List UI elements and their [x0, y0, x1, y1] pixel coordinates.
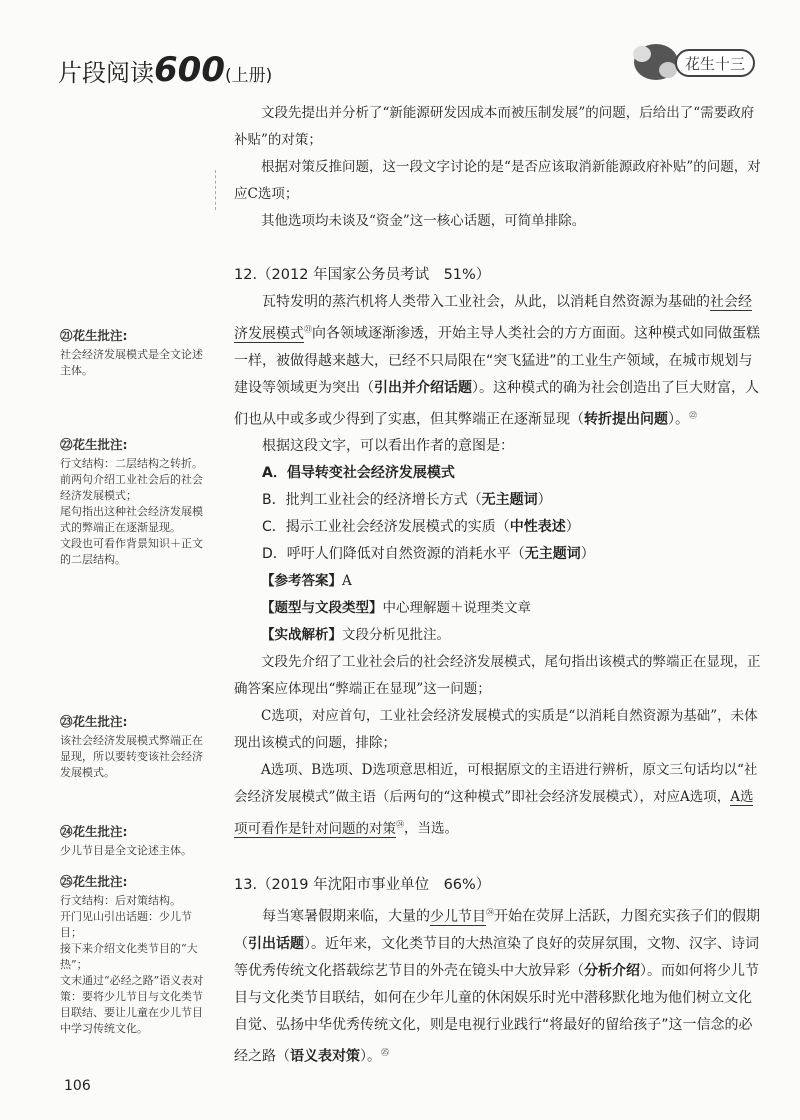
- option-c: C．揭示工业社会经济发展模式的实质（中性表述）: [262, 519, 580, 536]
- book-title: 片段阅读600(上册): [58, 50, 273, 90]
- question-12-stem: 根据这段文字，可以看出作者的意图是：: [262, 438, 514, 455]
- option-b: B．批判工业社会的经济增长方式（无主题词）: [262, 492, 552, 509]
- sidebar-divider: [215, 170, 216, 210]
- side-note-22: ㉒花生批注: 行文结构：二层结构之转折。 前两句介绍工业社会后的社会经济发展模式； 尾句指出这种社会经济发展模式的弊端正在逐渐显现。 文段也可看作背景知识＋正文的二层结构。: [60, 437, 203, 566]
- question-13: [234, 872, 762, 1070]
- question-type: 【题型与文段类型】中心理解题＋说理类文章: [261, 600, 531, 617]
- side-note-24: ㉔花生批注: 少儿节目是全文论述主体。: [60, 824, 192, 857]
- question-13-header: 13.（2019 年沈阳市事业单位 66%）: [234, 877, 491, 893]
- question-12-passage: 瓦特发明的蒸汽机将人类带入工业社会，从此，以消耗自然资源为基础的社会经济发展模式$^㉑$向各领域逐渐渗透，开始主导人类社会的方方面面。这种模式如同做蛋糕一样，被做得越来越大，已经不只局限在“突飞猛进”的工业生产领域，在城市规划与建设等领域更为突出（引出并介绍话题）。这种模式的确为社会创造出了巨大财富，人们也从中或多或少得到了实惠，但其弊端正在逐渐显现（转折提出问题）。$^㉒$: [234, 294, 760, 428]
- peanut-logo: [628, 40, 758, 84]
- option-a: A．倡导转变社会经济发展模式: [262, 465, 455, 482]
- side-note-21: ㉑花生批注: 社会经济发展模式是全文论述主体。: [60, 328, 203, 377]
- page-number: 106: [64, 1078, 91, 1094]
- side-note-25: ㉕花生批注: 行文结构：后对策结构。 开门见山引出话题：少儿节目； 接下来介绍文化类节目的“大热”； 文末通过“必经之路”语义表对策：要将少儿节目与文化类节目联结、要让儿童在少儿节目中学习传统文化。: [60, 874, 204, 1035]
- question-13-passage: 每当寒暑假期来临，大量的少儿节目$^㉔$开始在荧屏上活跃，力图充实孩子们的假期（引出话题）。近年来，文化类节目的大热渲染了良好的荧屏氛围，文物、汉字、诗词等优秀传统文化搭载综艺节目的外壳在镜头中大放异彩（分析介绍）。而如何将少儿节目与文化类节目联结，如何在少年儿童的休闲娱乐时光中潜移默化地为他们树立文化自觉、弘扬中华优秀传统文化，则是电视行业践行“将最好的留给孩子”这一信念的必经之路（语义表对策）。$^㉕$: [234, 908, 760, 1065]
- question-12: 12.（2012 年国家公务员考试 51%） 瓦特发明的蒸汽机将人类带入工业社会，从此，以消耗自然资源为基础的社会经济发展模式$^㉑$向各领域逐渐渗透，开始主导人类社会的方方面面。这种模式如同做蛋糕一样，被做得越来越大，已经不只局限在“突飞猛进”的工业生产领域，在城市规划与建设等领域更为突出（引出并介绍话题）。这种模式的确为社会创造出了巨大财富，人们也从中或多或少得到了实惠，但其弊端正在逐渐显现（转折提出问题）。$^㉒$ 根据这段文字，可以看出作者的意图是： A．倡导转变社会经济发展模式 B．批判工业社会的经济增长方式（无主题词） C．揭示工业社会经济发展模式的实质（中性表述） D．呼吁人们降低对自然资源的消耗水平（无主题词） 【参考答案】A 【题型与文段类型】中心理解题＋说理类文章 【实战解析】文段分析见批注。 文段先介绍了工业社会后的社会经济发展模式，尾句指出该模式的弊端正在显现，正确答案应体现出“弊端正在显现”这一问题； C选项，对应首句，工业社会经济发展模式的实质是“以消耗自然资源为基础”，未体现出该模式的问题，排除； A选项、B选项、D选项意思相近，可根据原文的主语进行辨析，原文三句话均以“社会经济发展模式”做主语（后两句的“这种模式”即社会经济发展模式），对应A选项，A选项可看作是针对问题的对策$^㉔$，当选。: [234, 262, 762, 843]
- question-12-header: 12.（2012 年国家公务员考试 51%）: [234, 267, 491, 283]
- answer: 【参考答案】A: [261, 573, 352, 590]
- svg-text:花生十三: 花生十三: [684, 55, 746, 73]
- top-analysis: 文段先提出并分析了“新能源研发因成本而被压制发展”的问题，后给出了“需要政府补贴”的对策； 根据对策反推问题，这一段文字讨论的是“是否应该取消新能源政府补贴”的问题，对应C选项； 其他选项均未谈及“资金”这一核心话题，可简单排除。: [234, 105, 761, 229]
- side-note-23: ㉓花生批注: 该社会经济发展模式弊端正在显现，所以要转变该社会经济发展模式。: [60, 714, 203, 779]
- page-header: [58, 40, 758, 90]
- option-d: D．呼吁人们降低对自然资源的消耗水平（无主题词）: [262, 546, 595, 563]
- analysis-label: 【实战解析】文段分析见批注。: [261, 627, 450, 644]
